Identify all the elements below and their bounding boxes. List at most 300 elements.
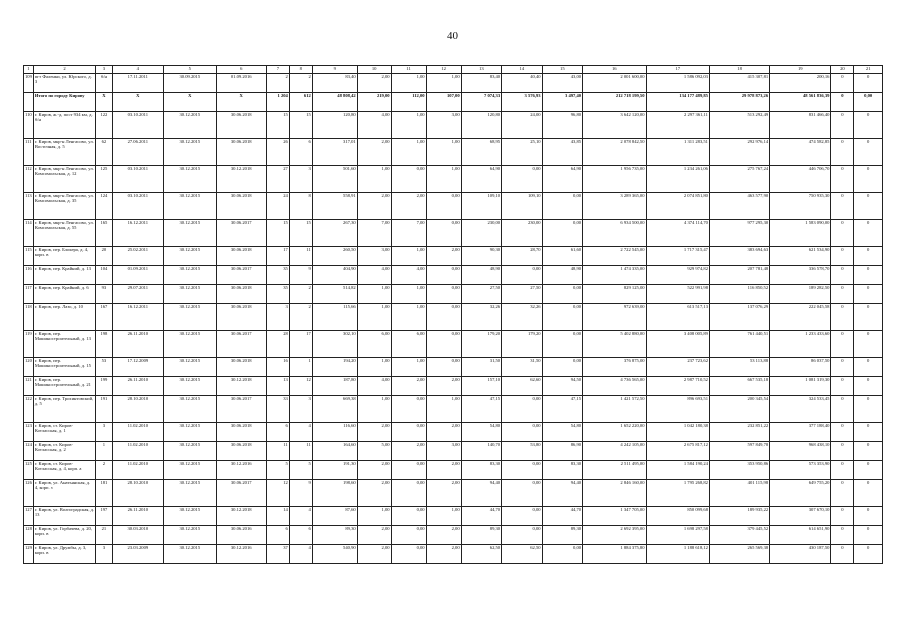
- table-cell: 415 307,81: [709, 74, 769, 93]
- table-cell: 30.06.2017: [216, 266, 266, 285]
- table-cell: 0,00: [391, 166, 426, 193]
- table-cell: 0: [854, 266, 883, 285]
- table-cell: 30.09.2015: [164, 74, 217, 93]
- table-cell: 2 511 495,00: [583, 461, 646, 480]
- table-cell: 0,00: [502, 507, 542, 526]
- table-cell: 3: [96, 545, 112, 564]
- table-cell: 2,00: [357, 423, 391, 442]
- table-cell: 187,80: [312, 377, 357, 396]
- table-cell: 1 884 375,80: [583, 545, 646, 564]
- table-row: [24, 423, 883, 442]
- table-cell: 0: [831, 247, 854, 266]
- address-cell: г. Киров, ул. Горбачева, д. 20, корп. в: [33, 526, 95, 545]
- table-cell: 165: [96, 220, 112, 247]
- table-cell: 16.12.2011: [112, 220, 163, 247]
- table-row: [24, 507, 883, 526]
- table-cell: 30.03.2010: [112, 526, 163, 545]
- table-row: [24, 377, 883, 396]
- table-cell: 0,00: [502, 396, 542, 423]
- table-cell: 30.06.2018: [216, 358, 266, 377]
- table-cell: 94,40: [542, 480, 582, 507]
- table-cell: 30.12.2015: [164, 285, 217, 304]
- table-cell: 2 846 160,00: [583, 480, 646, 507]
- header-cell: 16: [583, 66, 646, 74]
- table-cell: 0: [854, 461, 883, 480]
- table-cell: 54,80: [542, 423, 582, 442]
- table-cell: 501,60: [312, 166, 357, 193]
- table-cell: 1 204: [266, 93, 289, 112]
- table-cell: 30.12.2018: [216, 377, 266, 396]
- table-cell: 3 408 005,89: [646, 331, 709, 358]
- table-cell: 115: [24, 247, 34, 266]
- table-cell: 0,00: [542, 220, 582, 247]
- table-cell: 123: [24, 423, 34, 442]
- table-cell: 0: [831, 377, 854, 396]
- table-cell: 120: [24, 358, 34, 377]
- header-cell: 15: [542, 66, 582, 74]
- table-cell: 0,00: [426, 285, 461, 304]
- header-cell: 18: [709, 66, 769, 74]
- table-row: [24, 285, 883, 304]
- table-cell: 0,00: [502, 266, 542, 285]
- table-cell: 4: [289, 545, 312, 564]
- table-cell: 191,30: [312, 461, 357, 480]
- table-cell: 6 934 500,00: [583, 220, 646, 247]
- table-cell: 540,90: [312, 545, 357, 564]
- table-cell: 31,50: [461, 358, 501, 377]
- table-cell: 1 795 268,82: [646, 480, 709, 507]
- header-cell: 8: [289, 66, 312, 74]
- table-cell: 0: [831, 139, 854, 166]
- table-cell: 1 584 190,24: [646, 461, 709, 480]
- table-cell: 30.06.2016: [216, 526, 266, 545]
- table-cell: 522 991,98: [646, 285, 709, 304]
- table-cell: 0,00: [426, 304, 461, 331]
- table-cell: 48 808,42: [312, 93, 357, 112]
- table-cell: 28.10.2010: [112, 480, 163, 507]
- header-cell: 11: [391, 66, 426, 74]
- table-cell: 750 935,30: [770, 193, 831, 220]
- table-cell: 0,00: [854, 93, 883, 112]
- table-cell: 260,50: [312, 247, 357, 266]
- table-cell: 30.12.2015: [164, 526, 217, 545]
- table-cell: 62,50: [461, 545, 501, 564]
- table-cell: 2 078 842,50: [583, 139, 646, 166]
- address-cell: г. Киров, ст. Киров-Котласская, д. 4, корп. а: [33, 461, 95, 480]
- table-cell: 40,40: [502, 74, 542, 93]
- header-cell: 14: [502, 66, 542, 74]
- table-cell: 0: [854, 526, 883, 545]
- table-cell: 613 517,13: [646, 304, 709, 331]
- table-cell: X: [96, 93, 112, 112]
- table-cell: 558,91: [312, 193, 357, 220]
- table-cell: 5: [266, 461, 289, 480]
- table-cell: X: [112, 93, 163, 112]
- table-row: [24, 331, 883, 358]
- header-cell: 20: [831, 66, 854, 74]
- table-cell: 17: [289, 331, 312, 358]
- table-cell: 5,00: [357, 442, 391, 461]
- page-number: 40: [447, 30, 458, 42]
- table-cell: 27,50: [461, 285, 501, 304]
- table-cell: 0: [854, 396, 883, 423]
- table-cell: 30.06.2018: [216, 423, 266, 442]
- table-cell: 307 670,10: [770, 507, 831, 526]
- table-cell: 30.12.2015: [164, 396, 217, 423]
- table-cell: 0: [831, 93, 854, 112]
- table-cell: 972 639,00: [583, 304, 646, 331]
- header-cell: 2: [33, 66, 95, 74]
- table-cell: 3,00: [426, 112, 461, 139]
- table-cell: 29.07.2011: [112, 285, 163, 304]
- table-cell: 30.12.2015: [164, 112, 217, 139]
- table-cell: 90,30: [461, 247, 501, 266]
- table-cell: 0,00: [426, 331, 461, 358]
- table-cell: 200 345,54: [709, 396, 769, 423]
- table-cell: 1,00: [357, 358, 391, 377]
- table-cell: 30.12.2015: [164, 423, 217, 442]
- table-cell: 0,00: [542, 545, 582, 564]
- table-cell: 48,90: [542, 266, 582, 285]
- table-cell: 0: [854, 139, 883, 166]
- table-cell: 83,30: [542, 461, 582, 480]
- table-cell: 117: [24, 285, 34, 304]
- table-cell: 199: [96, 377, 112, 396]
- table-cell: 30.12.2018: [216, 166, 266, 193]
- table-cell: 121: [24, 377, 34, 396]
- table-cell: 112,00: [391, 93, 426, 112]
- table-row: [24, 220, 883, 247]
- table-cell: 03.10.2011: [112, 166, 163, 193]
- table-cell: 376 875,00: [583, 358, 646, 377]
- table-cell: 197: [96, 507, 112, 526]
- table-cell: 0,00: [502, 461, 542, 480]
- table-cell: 11: [266, 442, 289, 461]
- table-cell: 179,20: [461, 331, 501, 358]
- table-cell: 379 445,52: [709, 526, 769, 545]
- table-cell: 1,00: [357, 507, 391, 526]
- address-cell: г. Киров, пер. Машиностроительный, д. 15: [33, 358, 95, 377]
- table-cell: 2,00: [391, 193, 426, 220]
- table-cell: 62,60: [502, 377, 542, 396]
- table-cell: 30.12.2015: [164, 507, 217, 526]
- table-cell: 27: [266, 166, 289, 193]
- table-cell: 43,00: [542, 74, 582, 93]
- table-cell: 30.06.2017: [216, 480, 266, 507]
- table-cell: 35: [266, 285, 289, 304]
- table-cell: 15: [266, 112, 289, 139]
- table-cell: 0: [831, 285, 854, 304]
- table-cell: 28,70: [502, 247, 542, 266]
- table-cell: 44,70: [461, 507, 501, 526]
- table-cell: 16: [266, 358, 289, 377]
- table-cell: 2 675 817,12: [646, 442, 709, 461]
- table-cell: 122: [24, 396, 34, 423]
- table-row: [24, 247, 883, 266]
- table-cell: 0: [854, 220, 883, 247]
- header-cell: 5: [164, 66, 217, 74]
- table-cell: 0,00: [502, 526, 542, 545]
- table-cell: 3 576,93: [502, 93, 542, 112]
- table-cell: 0: [854, 193, 883, 220]
- table-cell: 30.12.2015: [164, 220, 217, 247]
- table-cell: 12: [266, 480, 289, 507]
- table-cell: 62: [96, 139, 112, 166]
- table-cell: 1 583 090,00: [770, 220, 831, 247]
- table-cell: 47,15: [461, 396, 501, 423]
- table-cell: 179,20: [502, 331, 542, 358]
- table-cell: 761 440,51: [709, 331, 769, 358]
- table-cell: 9: [289, 480, 312, 507]
- table-cell: 16.12.2011: [112, 304, 163, 331]
- table-cell: 0: [854, 331, 883, 358]
- table-cell: 612: [289, 93, 312, 112]
- table-cell: 86,90: [542, 442, 582, 461]
- table-cell: 401 115,98: [709, 480, 769, 507]
- table-cell: 474 582,85: [770, 139, 831, 166]
- table-cell: 0: [854, 442, 883, 461]
- table-cell: 189 282,50: [770, 285, 831, 304]
- table-cell: 1,00: [426, 74, 461, 93]
- table-cell: 621 534,90: [770, 247, 831, 266]
- table-cell: 2,00: [357, 545, 391, 564]
- header-cell: 19: [770, 66, 831, 74]
- table-cell: б/н: [96, 74, 112, 93]
- table-cell: 353 950,86: [709, 461, 769, 480]
- table-cell: 573 353,90: [770, 461, 831, 480]
- header-cell: 1: [24, 66, 34, 74]
- table-cell: 1,00: [391, 74, 426, 93]
- table-cell: 0: [854, 166, 883, 193]
- table-cell: 2: [289, 304, 312, 331]
- table-cell: 94,40: [461, 480, 501, 507]
- table-cell: 292 976,14: [709, 139, 769, 166]
- table-cell: 0: [854, 112, 883, 139]
- table-cell: 1 311 283,51: [646, 139, 709, 166]
- table-cell: 30.12.2015: [164, 331, 217, 358]
- table-cell: 265 569,38: [709, 545, 769, 564]
- table-cell: 114: [24, 220, 34, 247]
- table-cell: 107,00: [426, 93, 461, 112]
- table-cell: 302,10: [312, 331, 357, 358]
- table-cell: 11: [289, 442, 312, 461]
- table-cell: 0: [854, 377, 883, 396]
- header-cell: 21: [854, 66, 883, 74]
- address-cell: г. Киров, пер. Блокера, д. 4, корп. в: [33, 247, 95, 266]
- table-cell: 30.12.2015: [164, 166, 217, 193]
- table-cell: 30.12.2015: [164, 545, 217, 564]
- data-table: [23, 65, 883, 564]
- table-cell: 667 535,18: [709, 377, 769, 396]
- table-cell: 110: [24, 112, 34, 139]
- table-row: [24, 526, 883, 545]
- table-row: [24, 193, 883, 220]
- table-cell: 30.06.2017: [216, 220, 266, 247]
- table-cell: 198: [96, 331, 112, 358]
- table-cell: 30.06.2018: [216, 112, 266, 139]
- table-cell: 0,00: [426, 266, 461, 285]
- table-cell: 1,00: [426, 396, 461, 423]
- table-cell: 1,00: [426, 507, 461, 526]
- table-row: [24, 266, 883, 285]
- table-cell: 112: [24, 166, 34, 193]
- table-cell: 31,50: [502, 358, 542, 377]
- table-cell: 7,00: [357, 220, 391, 247]
- table-cell: 53 113,88: [709, 358, 769, 377]
- table-cell: [24, 93, 34, 112]
- table-cell: 317,01: [312, 139, 357, 166]
- table-cell: 33: [266, 396, 289, 423]
- address-cell: г. Киров, пер. Трохинтовский, д. 5: [33, 396, 95, 423]
- header-cell: 7: [266, 66, 289, 74]
- table-cell: 324 533,45: [770, 396, 831, 423]
- table-cell: 0: [831, 220, 854, 247]
- address-cell: г. Киров, пер. Лазо, д. 10: [33, 304, 95, 331]
- table-cell: 125: [96, 166, 112, 193]
- table-cell: 1,00: [357, 285, 391, 304]
- table-cell: 30.06.2017: [216, 331, 266, 358]
- address-cell: пгт Фаленки, ул. Юрского, д. 3: [33, 74, 95, 93]
- table-cell: 1,00: [391, 112, 426, 139]
- table-cell: 0,00: [542, 304, 582, 331]
- address-cell: г. Киров, мкр-н Ленгасово, ул. Комсомольская, д. 12: [33, 166, 95, 193]
- table-cell: 2,00: [357, 139, 391, 166]
- table-cell: 29 978 873,26: [709, 93, 769, 112]
- table-cell: 6: [289, 139, 312, 166]
- table-cell: 5 402 880,00: [583, 331, 646, 358]
- address-cell: г. Киров, ул. Анатьянская, д. 4, корп. з: [33, 480, 95, 507]
- table-cell: 11.02.2010: [112, 461, 163, 480]
- address-cell: г. Киров, ж.-д. пост 934 км, д. б/н: [33, 112, 95, 139]
- table-cell: 0,00: [426, 358, 461, 377]
- table-cell: 28: [266, 331, 289, 358]
- table-cell: 6,00: [357, 331, 391, 358]
- table-cell: 30.06.2018: [216, 442, 266, 461]
- table-cell: 1 347 705,00: [583, 507, 646, 526]
- table-cell: 61,60: [542, 247, 582, 266]
- table-cell: 125: [24, 461, 34, 480]
- address-cell: Итого по городу Кирову: [33, 93, 95, 112]
- table-cell: 157,10: [461, 377, 501, 396]
- table-cell: 0,00: [391, 526, 426, 545]
- table-cell: 383 694,63: [709, 247, 769, 266]
- table-cell: 0,00: [391, 545, 426, 564]
- table-cell: 2: [266, 74, 289, 93]
- table-cell: 17.12.2009: [112, 358, 163, 377]
- table-cell: 64,90: [461, 166, 501, 193]
- table-cell: 68,95: [461, 139, 501, 166]
- table-cell: 0,00: [542, 331, 582, 358]
- table-cell: 140,70: [461, 442, 501, 461]
- table-cell: 30.12.2016: [216, 545, 266, 564]
- table-cell: 44,70: [542, 507, 582, 526]
- table-cell: 26.11.2010: [112, 377, 163, 396]
- table-cell: 1: [289, 358, 312, 377]
- table-cell: 2 074 851,80: [646, 193, 709, 220]
- table-cell: 3: [289, 396, 312, 423]
- table-row: [24, 112, 883, 139]
- table-cell: 4: [289, 423, 312, 442]
- table-cell: 30.06.2017: [216, 396, 266, 423]
- table-cell: 30.12.2015: [164, 442, 217, 461]
- table-cell: 35: [266, 266, 289, 285]
- table-cell: 1 188 618,12: [646, 545, 709, 564]
- table-cell: 4 242 105,00: [583, 442, 646, 461]
- table-cell: 30.06.2018: [216, 304, 266, 331]
- table-cell: 24: [266, 193, 289, 220]
- table-cell: 124: [24, 442, 34, 461]
- table-cell: 232 851,22: [709, 423, 769, 442]
- table-cell: 3: [266, 304, 289, 331]
- table-cell: 115,66: [312, 304, 357, 331]
- table-cell: 127: [24, 507, 34, 526]
- table-cell: 26.11.2010: [112, 331, 163, 358]
- table-cell: 2,00: [391, 442, 426, 461]
- table-cell: 3,00: [426, 442, 461, 461]
- table-cell: 1 474 335,00: [583, 266, 646, 285]
- table-cell: 30.06.2018: [216, 247, 266, 266]
- table-cell: 11.02.2010: [112, 442, 163, 461]
- table-cell: 4 736 565,00: [583, 377, 646, 396]
- table-cell: 0,00: [542, 285, 582, 304]
- table-cell: 13: [266, 377, 289, 396]
- table-cell: 4,00: [357, 266, 391, 285]
- address-cell: г. Киров, мкр-н Ленгасово, ул. Комсомольская, д. 35: [33, 193, 95, 220]
- table-cell: 0: [831, 396, 854, 423]
- table-cell: 430 187,50: [770, 545, 831, 564]
- table-cell: 2,00: [426, 545, 461, 564]
- table-cell: 929 974,82: [646, 266, 709, 285]
- table-cell: 93: [96, 285, 112, 304]
- table-cell: 2 001 600,00: [583, 74, 646, 93]
- table-cell: 83,40: [461, 74, 501, 93]
- table-cell: 0: [831, 442, 854, 461]
- table-cell: 0: [831, 526, 854, 545]
- table-cell: 94,50: [542, 377, 582, 396]
- table-cell: 4,00: [357, 112, 391, 139]
- address-cell: г. Киров, ст. Киров-Котласская, д. 2: [33, 442, 95, 461]
- table-cell: 4,00: [391, 266, 426, 285]
- table-cell: 0: [831, 545, 854, 564]
- header-cell: 4: [112, 66, 163, 74]
- table-cell: 2,00: [426, 423, 461, 442]
- table-cell: 113: [24, 193, 34, 220]
- header-cell: 17: [646, 66, 709, 74]
- table-cell: 30.12.2015: [164, 480, 217, 507]
- table-cell: 230,00: [502, 220, 542, 247]
- table-cell: 122: [96, 112, 112, 139]
- table-cell: 212 718 199,50: [583, 93, 646, 112]
- table-cell: 116: [24, 266, 34, 285]
- table-cell: 03.10.2011: [112, 193, 163, 220]
- address-cell: г. Киров, ул. Волгоградская, д. 13: [33, 507, 95, 526]
- table-row: [24, 461, 883, 480]
- table-cell: 53,80: [502, 442, 542, 461]
- table-cell: 30.12.2015: [164, 247, 217, 266]
- table-cell: 2,00: [357, 193, 391, 220]
- table-cell: 30.06.2018: [216, 139, 266, 166]
- table-cell: 0,00: [391, 423, 426, 442]
- table-cell: 513 292,49: [709, 112, 769, 139]
- table-cell: 7,00: [391, 220, 426, 247]
- table-cell: 0: [831, 358, 854, 377]
- table-cell: 181: [96, 480, 112, 507]
- table-cell: 111: [24, 139, 34, 166]
- table-cell: 24,00: [502, 112, 542, 139]
- table-cell: 336 578,70: [770, 266, 831, 285]
- table-cell: 0,00: [391, 396, 426, 423]
- table-cell: 25,10: [502, 139, 542, 166]
